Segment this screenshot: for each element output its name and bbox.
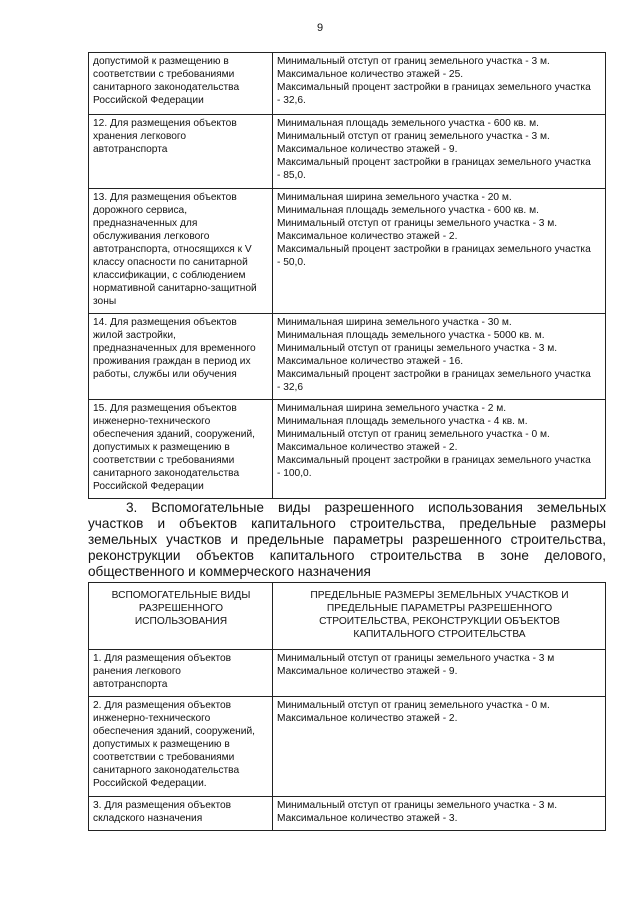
table-row [89, 697, 606, 797]
cell-text-line: Минимальная площадь земельного участка - 5000 кв. м. [277, 330, 545, 341]
cell-text-line: обеспечения зданий, сооружений, [93, 726, 255, 737]
cell-text-line: проживания граждан в период их [93, 356, 251, 367]
parameters-cell [273, 650, 606, 697]
cell-text-line: Минимальный отступ от границ земельного участка - 3 м. [277, 131, 550, 142]
section-heading-line: реконструкции объектов капитального строительства в зоне делового, [88, 548, 606, 563]
cell-text-line: автотранспорта [93, 679, 168, 690]
cell-text-line: допустимых к размещению в [93, 739, 230, 750]
cell-text-line: Минимальная ширина земельного участка - 2 м. [277, 403, 507, 414]
zoning-table-auxiliary-uses [88, 582, 606, 831]
cell-text-line: Минимальный отступ от границ земельного участка - 3 м. [277, 56, 550, 67]
cell-text-line: 14. Для размещения объектов [93, 317, 237, 328]
use-type-cell [89, 650, 273, 697]
cell-text-line: 3. Для размещения объектов [93, 800, 232, 811]
cell-text-line: обеспечения зданий, сооружений, [93, 429, 255, 440]
cell-text-line: ПРЕДЕЛЬНЫЕ ПАРАМЕТРЫ РАЗРЕШЕННОГО [326, 603, 553, 614]
cell-text-line: 1. Для размещения объектов [93, 653, 232, 664]
parameters-cell [273, 115, 606, 189]
cell-text-line: ПРЕДЕЛЬНЫЕ РАЗМЕРЫ ЗЕМЕЛЬНЫХ УЧАСТКОВ И [310, 590, 569, 601]
cell-text-line: ранения легкового [93, 666, 181, 677]
table-row [89, 115, 606, 189]
cell-text-line: РАЗРЕШЕННОГО [138, 603, 224, 614]
use-type-cell [89, 189, 273, 314]
cell-text-line: складского назначения [93, 813, 203, 824]
table-row [89, 53, 606, 115]
use-type-cell [89, 53, 273, 115]
cell-text-line: Минимальный отступ от границы земельного участка - 3 м. [277, 218, 558, 229]
parameters-cell [273, 697, 606, 797]
cell-text-line: классу опасности по санитарной [93, 257, 248, 268]
cell-text-line: 13. Для размещения объектов [93, 192, 237, 203]
cell-text-line: Максимальное количество этажей - 16. [277, 356, 464, 367]
cell-text-line: инженерно-технического [93, 416, 211, 427]
cell-text-line: предназначенных для [93, 218, 198, 229]
section-heading-line: 3. Вспомогательные виды разрешенного использования земельных [126, 500, 606, 515]
table-row [89, 797, 606, 831]
cell-text-line: Минимальная ширина земельного участка - 20 м. [277, 192, 512, 203]
cell-text-line: обслуживания легкового [93, 231, 210, 242]
cell-text-line: СТРОИТЕЛЬСТВА, РЕКОНСТРУКЦИИ ОБЪЕКТОВ [319, 616, 560, 627]
cell-text-line: Минимальный отступ от границы земельного участка - 3 м [277, 653, 555, 664]
parameters-cell [273, 797, 606, 831]
cell-text-line: Максимальное количество этажей - 2. [277, 713, 458, 724]
cell-text-line: Российской Федерации. [93, 778, 207, 789]
cell-text-line: ИСПОЛЬЗОВАНИЯ [134, 616, 228, 627]
table-row [89, 400, 606, 499]
cell-text-line: 15. Для размещения объектов [93, 403, 237, 414]
zoning-table-main-uses [88, 52, 606, 499]
cell-text-line: дорожного сервиса, [93, 205, 188, 216]
cell-text-line: Минимальный отступ от границ земельного участка - 0 м. [277, 700, 550, 711]
cell-text-line: санитарного законодательства [93, 82, 240, 93]
section-heading-line: общественного и коммерческого назначения [88, 564, 371, 579]
cell-text-line: ВСПОМОГАТЕЛЬНЫЕ ВИДЫ [111, 590, 251, 601]
cell-text-line: автотранспорта [93, 144, 168, 155]
cell-text-line: соответствии с требованиями [93, 455, 235, 466]
cell-text-line: Российской Федерации [93, 481, 204, 492]
cell-text-line: КАПИТАЛЬНОГО СТРОИТЕЛЬСТВА [353, 629, 526, 640]
parameters-cell [273, 189, 606, 314]
table-header-row [89, 583, 606, 650]
section-heading-line: участков и объектов капитального строительства, предельные размеры [88, 516, 606, 531]
cell-text-line: Максимальный процент застройки в границах земельного участка [277, 157, 591, 168]
cell-text-line: 12. Для размещения объектов [93, 118, 237, 129]
cell-text-line: инженерно-технического [93, 713, 211, 724]
cell-text-line: Максимальное количество этажей - 9. [277, 666, 458, 677]
cell-text-line: Минимальный отступ от границ земельного участка - 0 м. [277, 429, 550, 440]
cell-text-line: Минимальный отступ от границы земельного участка - 3 м. [277, 800, 558, 811]
cell-text-line: Максимальный процент застройки в границах земельного участка [277, 369, 591, 380]
table-row [89, 314, 606, 400]
cell-text-line: соответствии с требованиями [93, 69, 235, 80]
cell-text-line: 2. Для размещения объектов [93, 700, 232, 711]
cell-text-line: жилой застройки, [93, 330, 176, 341]
use-type-cell [89, 115, 273, 189]
cell-text-line: - 50,0. [277, 257, 306, 268]
cell-text-line: санитарного законодательства [93, 765, 240, 776]
cell-text-line: Минимальная площадь земельного участка - 600 кв. м. [277, 118, 539, 129]
use-type-cell [89, 797, 273, 831]
cell-text-line: классификации, с соблюдением [93, 270, 246, 281]
parameters-cell [273, 53, 606, 115]
header-cell-parameters [273, 583, 606, 650]
section-heading-line: земельных участков и предельные параметры разрешенного строительства, [88, 532, 606, 547]
cell-text-line: работы, службы или обучения [93, 369, 237, 380]
cell-text-line: Максимальный процент застройки в границах земельного участка [277, 455, 591, 466]
cell-text-line: Максимальный процент застройки в границах земельного участка [277, 82, 591, 93]
parameters-cell [273, 314, 606, 400]
cell-text-line: Минимальная площадь земельного участка - 4 кв. м. [277, 416, 528, 427]
cell-text-line: Максимальное количество этажей - 9. [277, 144, 458, 155]
cell-text-line: - 32,6 [277, 382, 304, 393]
use-type-cell [89, 400, 273, 499]
cell-text-line: Максимальное количество этажей - 3. [277, 813, 458, 824]
section-3-heading [88, 500, 606, 580]
cell-text-line: - 32,6. [277, 95, 306, 106]
cell-text-line: зоны [93, 296, 117, 307]
cell-text-line: Максимальное количество этажей - 2. [277, 231, 458, 242]
table-row [89, 189, 606, 314]
cell-text-line: - 100,0. [277, 468, 312, 479]
cell-text-line: Максимальный процент застройки в границах земельного участка [277, 244, 591, 255]
cell-text-line: Минимальный отступ от границы земельного участка - 3 м. [277, 343, 558, 354]
cell-text-line: предназначенных для временного [93, 343, 256, 354]
cell-text-line: автотранспорта, относящихся к V [93, 244, 252, 255]
cell-text-line: Максимальное количество этажей - 25. [277, 69, 464, 80]
cell-text-line: хранения легкового [93, 131, 187, 142]
cell-text-line: Российской Федерации [93, 95, 204, 106]
table-row [89, 650, 606, 697]
cell-text-line: соответствии с требованиями [93, 752, 235, 763]
cell-text-line: - 85,0. [277, 170, 306, 181]
cell-text-line: допустимых к размещению в [93, 442, 230, 453]
parameters-cell [273, 400, 606, 499]
cell-text-line: Максимальное количество этажей - 2. [277, 442, 458, 453]
cell-text-line: нормативной санитарно-защитной [93, 283, 257, 294]
use-type-cell [89, 697, 273, 797]
cell-text-line: допустимой к размещению в [93, 56, 229, 67]
cell-text-line: Минимальная ширина земельного участка - 30 м. [277, 317, 512, 328]
header-cell-use-types [89, 583, 273, 650]
cell-text-line: санитарного законодательства [93, 468, 240, 479]
use-type-cell [89, 314, 273, 400]
page-number: 9 [316, 22, 324, 34]
cell-text-line: Минимальная площадь земельного участка - 600 кв. м. [277, 205, 539, 216]
